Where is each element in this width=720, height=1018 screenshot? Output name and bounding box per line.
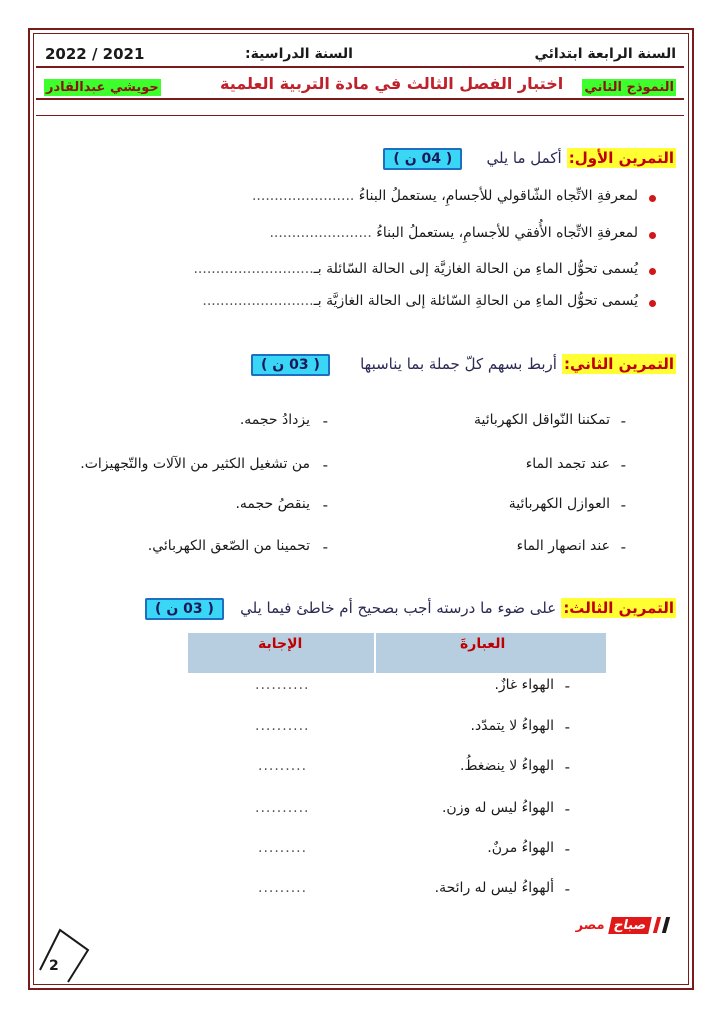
logo-text: مصر xyxy=(575,918,605,933)
ex1-item-3: يُسمى تحوُّل الماءِ من الحالة الغازيَّة إلى الحالة السّائلة بـ........................... xyxy=(193,261,638,277)
ex2-left-4: تحمينا من الصّعق الكهربائي. xyxy=(147,538,310,554)
footer-logo xyxy=(576,914,668,934)
ex2-right-4: عند انصهار الماء xyxy=(516,538,610,554)
ex1-item-1: لمعرفةِ الاتِّجاه الشّاقولي للأجسامِ، يستعملُ البناءُ ....................... xyxy=(251,188,638,204)
exercise1-points: ( 04 ن ) xyxy=(383,148,462,170)
table-row-answer: ......... xyxy=(258,840,308,856)
dash: - xyxy=(564,758,570,776)
dash: - xyxy=(620,456,626,474)
bullet-icon xyxy=(649,268,656,275)
exercise2-label: التمرين الثاني: xyxy=(564,355,674,373)
exercise3-points: ( 03 ن ) xyxy=(145,598,224,620)
dash: - xyxy=(322,412,328,430)
table-row-answer: ......... xyxy=(258,880,308,896)
model-badge: النموذج الثاني xyxy=(584,80,674,95)
exercise1-label: التمرين الأول: xyxy=(568,149,674,167)
dash: - xyxy=(564,800,570,818)
exercise3-label: التمرين الثالث: xyxy=(563,599,674,617)
dash: - xyxy=(322,496,328,514)
school-year-label: السنة الدراسية: xyxy=(245,46,353,62)
exercise1-heading xyxy=(383,148,676,167)
dash: - xyxy=(620,412,626,430)
ex2-left-2: من تشغيل الكثير من الآلات والتّجهيزات. xyxy=(80,456,310,472)
exercise3-instruction: على ضوء ما درسته أجب بصحيح أم خاطئ فيما يلي xyxy=(240,599,557,617)
dash: - xyxy=(322,456,328,474)
grade-label: السنة الرابعة ابتدائي xyxy=(534,46,676,62)
ex2-right-3: العوازل الكهربائية xyxy=(508,496,610,512)
table-row-answer: .......... xyxy=(255,677,310,693)
col-statement-label: العبارةَ xyxy=(460,636,506,652)
dash: - xyxy=(620,538,626,556)
exercise2-heading xyxy=(251,354,676,373)
dash: - xyxy=(620,496,626,514)
ex2-left-1: يزدادُ حجمه. xyxy=(239,412,310,428)
col-answer-label: الإجابة xyxy=(258,636,303,652)
table-row-answer: .......... xyxy=(255,800,310,816)
ex2-right-2: عند تجمد الماء xyxy=(525,456,610,472)
page-number-diamond-icon xyxy=(32,924,96,984)
dash: - xyxy=(322,538,328,556)
ex2-left-3: ينقصُ حجمه. xyxy=(235,496,310,512)
table-row-statement: الهواء غازٌ. xyxy=(494,677,554,693)
table-row-statement: الهواءُ ليس له وزن. xyxy=(441,800,554,816)
bullet-icon xyxy=(649,232,656,239)
main-title: اختبار الفصل الثالث في مادة التربية العلمية xyxy=(220,74,564,93)
logo-red: صباح xyxy=(608,917,652,934)
dash: - xyxy=(564,677,570,695)
table-row-statement: ألهواءُ ليس له رائحة. xyxy=(434,880,554,896)
ex2-right-1: تمكننا النّواقل الكهربائية xyxy=(474,412,610,428)
ex1-item-2: لمعرفةِ الاتِّجاه الأُفقي للأجسامِ، يستعملُ البناءُ ....................... xyxy=(269,225,638,241)
table-row-answer: ......... xyxy=(258,758,308,774)
table-row-statement: الهواءُ مرنٌ. xyxy=(487,840,554,856)
ex1-item-4: يُسمى تحوُّل الماءِ من الحالةِ السّائلة إلى الحالة الغازيَّة بـ......................... xyxy=(202,293,638,309)
title-divider-thin xyxy=(36,115,684,116)
exercise2-points: ( 03 ن ) xyxy=(251,354,330,376)
school-year: 2022 / 2021 xyxy=(45,45,145,63)
exercise1-instruction: أكمل ما يلي xyxy=(486,149,562,167)
page-number: 2 xyxy=(49,958,59,974)
exercise2-instruction: أربط بسهم كلّ جملة بما يناسبها xyxy=(360,355,557,373)
table-row-answer: .......... xyxy=(255,718,310,734)
dash: - xyxy=(564,718,570,736)
title-divider xyxy=(36,98,684,100)
table-row-statement: الهواءُ لا ينضغطُ. xyxy=(460,758,554,774)
bullet-icon xyxy=(649,300,656,307)
dash: - xyxy=(564,880,570,898)
exercise3-heading xyxy=(145,598,676,617)
header-divider xyxy=(36,66,684,68)
bullet-icon xyxy=(649,195,656,202)
author-badge: حويشي عبدالقادر xyxy=(46,80,159,95)
dash: - xyxy=(564,840,570,858)
table-row-statement: الهواءُ لا يتمدّد. xyxy=(470,718,554,734)
